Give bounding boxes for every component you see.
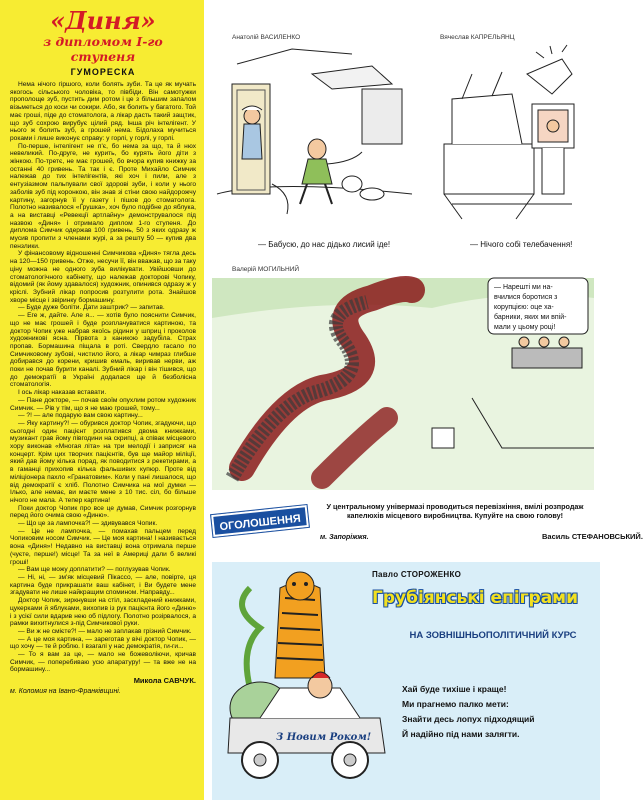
story-genre: ГУМОРЕСКА — [70, 67, 136, 77]
story-paragraph: Доктор Чопик, зиркнувши на стіл, заскладений книжками, цукерками й яблуками, вихопив із рук пацієнта його «Диню» і з усієї сили вдарив нею об підлогу. Полотно розірвалося, а рамки вихитнулися з-під Симчикової руки. — [10, 597, 196, 628]
announcement-label: ОГОЛОШЕННЯ — [211, 505, 309, 537]
verse-line: Й надійно під нами залягти. — [402, 729, 520, 739]
announcement-place: м. Запоріжжя. — [320, 534, 369, 541]
story-paragraph: — То я вам за це, — мало не божеволіючи, кричав Симчик, — поперебиваю усю апаратуру! — та вже не на бормашину... — [10, 651, 196, 674]
story-paragraph: — Пане докторе, — почав своїм опухлим ротом художник Симчик. — Рів у тім, що я не маю грошей, тому... — [10, 396, 196, 412]
verse-line: Знайти десь лопух підходящий — [402, 714, 535, 724]
epigrams-heading: НА ЗОВНІШНЬОПОЛІТИЧНИЙ КУРС — [409, 630, 577, 641]
speech-line: вчилися боротися з — [494, 294, 558, 301]
story-paragraph: — Що це за лампочка?! — здивувався Чопик. — [18, 520, 158, 528]
story-paragraph: — Еге ж, дайте. Але я... — хотів було пояснити Симчик, що не має грошей і буде розплачуватися картиною, та доктор Чопик уже набрав якоїсь рідини у шприц і проколов художникові ясна. Пірвота з каникою задубіла. Страх пропав. Бормашина піщала в роті. Свердло гасало по Симчиковому зубові, чистило його, а лікар чимраз глибше добирався до корени, кришив емаль, виривав нерви, аж поки не почав бурити каналі. Зубний лікар і він тішився, що до демократії в Україні додалася ще й безболісна стоматологія. — [10, 312, 196, 389]
story-paragraph: — Ви ж не смієте?! — мало не заплакав грізний Симчик. — [18, 627, 192, 635]
epigrams-author: Павло СТОРОЖЕНКО — [372, 570, 462, 579]
cartoon-devil-granny — [212, 44, 417, 234]
epigrams-section — [212, 562, 600, 800]
story-body — [10, 81, 196, 674]
epigrams-title: Грубіянські епіграми — [372, 588, 578, 608]
story-paragraph: Нема нічого гіршого, коли болять зуби. Та це як мучать якогось сільського чоловіка, то півбіди. Він самотужки прополоще зуб, пустить дим ротом і це з більшим запалом візьметься до коси чи сокири. Або, як болить у багатого. Той має гроші, піде до стоматолога, а лікар дасть такий защтик, що зуб сохрою вирубує цілий ряд. Інша річ інтелігент. У нього ж болить зуб, а грошей нема. Бідолаха мучиться роками і лише виконує справу: у горлі, у горлі, у горлі. — [10, 81, 196, 142]
announcement-box — [212, 500, 643, 550]
announcement-author: Василь СТЕФАНОВСЬКИЙ. — [542, 532, 643, 541]
cartoon-1-caption: — Бабусю, до нас дідько лисий іде! — [258, 240, 391, 249]
story-paragraph: — Вам ще можу доплатити? — поглузував Чопик. — [18, 566, 171, 574]
story-paragraph: По-перше, інтелігент не п'є, бо нема за що, та й нюх невеликий. По-друге, не курить, бо курять його діти з жінкою. По-третє, не має грошей, бо вчора купив книжку за останні 40 гривень. Та так і є. Проте Михайло Симчик належав до тих інтелігентів, які хоч і пили, але з ентузіазмом пальпували свої здорові зуби, і коли у нього заболів зуб під коронкою, він знав зі стіни свою найдорожчу картину, загорнув її у газету і пішов до стоматолога. Полотно називалося «Грушка», хоч було подібне до яблука, а на виставці «Ревекції артлайну» демонструвалося під назвою «Диня» і отримало диплом 1-го ступеня. До диплома Симчик одержав 100 гривень, 50 з яких одразу ж мусив пропити з членами журі, а за решту 50 — купив два пензлики. — [10, 142, 196, 250]
story-paragraph: — ?! — але подарую вам свою картину... — [18, 412, 143, 420]
story-subtitle: з дипломом I-го ступеня — [43, 34, 163, 64]
cartoon-3-artist: Валерій МОГИЛЬНИЙ — [232, 266, 300, 273]
announcement-text: У центральному універмазі проводиться перевізкіння, вмілі розпродаж капелюхів місцевого виробництва. Купуйте на свою голову! — [326, 502, 584, 520]
cartoon-2-caption: — Нічого собі телебачення! — [470, 240, 573, 249]
story-paragraph: Поки доктор Чопик про все це думав, Симчик розгорнув перед його очима свою «Диню». — [10, 504, 196, 520]
speech-line: — Нарешті ми на- — [494, 284, 553, 291]
verse-line: Хай буде тихіше і краще! — [402, 684, 507, 694]
story-title: «Диня» — [50, 6, 156, 35]
cartoon-1-artist: Анатолій ВАСИЛЕНКО — [232, 34, 301, 41]
speech-line: корупцією: оце ха- — [494, 304, 554, 311]
story-paragraph: — Ні, ні, — зм'як місцевий Пікассо, — але, повірте, ця картина буде прикрашати ваш кабінет, і Ви будете мене згадувати не лише найкращим спомином. Направду... — [10, 574, 196, 597]
speech-line: мали у цьому році! — [494, 324, 556, 331]
car-label: З Новим Роком! — [276, 732, 372, 743]
epigrams-verse — [402, 682, 535, 742]
cartoon-tv-kid — [432, 44, 592, 234]
cartoon-2-artist: Вячеслав КАПРЕЛЬЯНЦ — [440, 34, 515, 41]
tiger-car-illustration — [220, 568, 390, 793]
story-place: м. Коломия на Івано-Франківщині. — [10, 688, 121, 696]
story-column — [0, 0, 204, 800]
story-paragraph: — Це не лампочка, — помахав пальцем перед Чопиковим носом Симчик. — Це моя картина! І називається вона «Диня»! Недавно на виставці вона отримала перше (чуєте, перше!) місце! Та за неї в Америці дали б великі гроші! — [10, 527, 196, 566]
story-paragraph: У фінансовому відношенні Симчикова «Диня» тягла десь на 120—150 гривень. Отже, несучи її, він вважав, що за таку ціну можна не одного зуба вилікувати. Увійшовши до стоматологічного кабінету, що належав докторові Чопику, відомий (як йому здавалося) художник, опинився одразу ж у кріслі. Зубний лікар попросив розтулити рота. Знайшов хворе місце і звіринку бормашину. — [10, 250, 196, 304]
story-paragraph: І ось лікар наказав вставати. — [18, 389, 107, 397]
cartoon-queue-crowd — [212, 278, 594, 490]
verse-line: Ми прагнемо палко мети: — [402, 699, 509, 709]
story-paragraph: — Яку картину?! — обурився доктор Чопик, згадуючи, що сьогодні один пацієнт розплатився двома книжками, музикант грав йому півгодини на скрипці, а співак місцевого хору виконав «Многая літа» на три мелодії і заприсяг на концерт. Крім цих творчих пацієнтів, був ще майор міліції, який дав йому кілька порад, як поводитися з рекетирами, а в гаманці прихопив кілька фальшивих купюр. Проте від міліціонера пахло «Гранатовим». Коли у пані лишалося, що від демократії є хліб. Полотно Симчика на мої думки — Ілько, але немає, ви маєте мене з 10 тис. сіл, бо більше нічого не мала. А тепер картина! — [10, 419, 196, 504]
story-paragraph: — А це моя картина, — зареготав у вічі доктор Чопик, — що хочу — те й роблю. І взагалі у нас демократія, ги-ги... — [10, 635, 196, 651]
speech-line: барники, яких ми впій- — [494, 314, 567, 321]
story-paragraph: — Буде дуже боліти. Дати заштрик? — запитав. — [18, 304, 165, 312]
story-author: Микола САВЧУК. — [133, 676, 196, 686]
